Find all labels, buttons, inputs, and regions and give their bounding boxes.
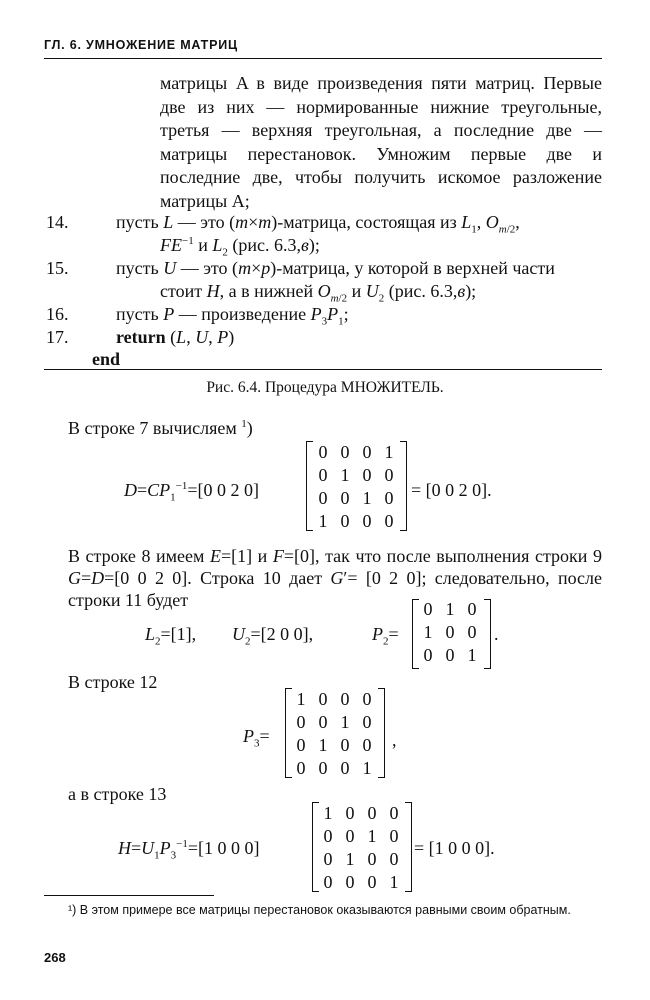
eq3-end: ,: [392, 730, 397, 750]
procedure-line-15a: пусть U — это (m×p)-матрица, у которой в верхней части: [116, 258, 555, 278]
eq4-lhs: $H=U_1P_3^{-1}=[1$ 0 0 0]: [118, 838, 260, 862]
eq1-rhs: = [0 0 2 0].: [411, 480, 492, 500]
eq3-matrix: 1 0 0 0 0 0 1 0 0 1 0 0 0 0 0 1: [296, 689, 372, 778]
procedure-intro: матрицы A в виде произведения пяти матриц. Первые две из них — нормированные нижние треугольные, третья — верхняя треугольная, а последние две — матрицы перестановок. Умножим первые две и последние две, чтобы получить искомое разложение матрицы A;: [160, 73, 602, 211]
eq2-end: .: [494, 624, 499, 644]
text-line-13: а в строке 13: [68, 784, 167, 804]
eq1-matrix: 0 0 0 1 0 1 0 0 0 0 1 0 1 0 0 0: [318, 442, 394, 531]
procedure-line-16: пусть P — произведение $P_3P_1$;: [116, 304, 349, 328]
line-number-16: 16.: [46, 304, 69, 324]
running-head: ГЛ. 6. УМНОЖЕНИЕ МАТРИЦ: [44, 38, 238, 52]
line-number-15: 15.: [46, 258, 69, 278]
eq3-lhs: $P_3=$: [243, 726, 270, 750]
eq2-matrix: 0 1 0 1 0 0 0 0 1: [423, 599, 477, 665]
eq2-u2: $U_2=[2$ 0 0],: [232, 624, 314, 648]
eq4-rhs: = [1 0 0 0].: [414, 838, 495, 858]
figure-caption: Рис. 6.4. Процедура МНОЖИТЕЛЬ.: [206, 379, 444, 396]
figure-rule: [44, 369, 602, 370]
eq2-p2: $P_2=$: [372, 624, 399, 648]
header-rule: [44, 58, 602, 59]
procedure-line-17: return (L, U, P): [116, 327, 235, 347]
footnote: ¹) В этом примере все матрицы перестановок оказываются равными своим обратным.: [68, 903, 571, 917]
text-line-7: В строке 7 вычисляем $^1$): [68, 418, 253, 438]
eq2-right-bracket: [484, 599, 491, 669]
procedure-line-14b: $FE^{-1}$ и $L_2$ (рис. 6.3,в);: [160, 235, 320, 259]
eq3-right-bracket: [378, 688, 385, 778]
page-number: 268: [44, 950, 66, 965]
procedure-line-15b: стоит H, а в нижней $O_{m/2}$ и $U_2$ (рис. 6.3,в);: [160, 281, 477, 305]
text-line-8: В строке 8 имеем E=[1] и F=[0], так что после выполнения строки 9 G=D=[0 0 2 0]. Строка 10 дает G′= [0 2 0]; следовательно, после строки 11 будет: [68, 546, 603, 610]
footnote-rule: [44, 895, 214, 896]
procedure-line-14a: пусть L — это (m×m)-матрица, состоящая из $L_1$, $O_{m/2}$,: [116, 212, 520, 236]
procedure-end: end: [92, 349, 121, 369]
line-number-14: 14.: [46, 212, 69, 232]
eq1-right-bracket: [400, 441, 407, 531]
eq1-lhs: $D=CP_1^{-1}=[0$ 0 2 0]: [124, 480, 260, 504]
line-number-17: 17.: [46, 327, 69, 347]
eq2-l2: $L_2=[1]$,: [145, 624, 197, 648]
eq4-right-bracket: [405, 802, 412, 892]
text-line-12: В строке 12: [68, 672, 158, 692]
eq4-matrix: 1 0 0 0 0 0 1 0 0 1 0 0 0 0 0 1: [323, 803, 399, 892]
